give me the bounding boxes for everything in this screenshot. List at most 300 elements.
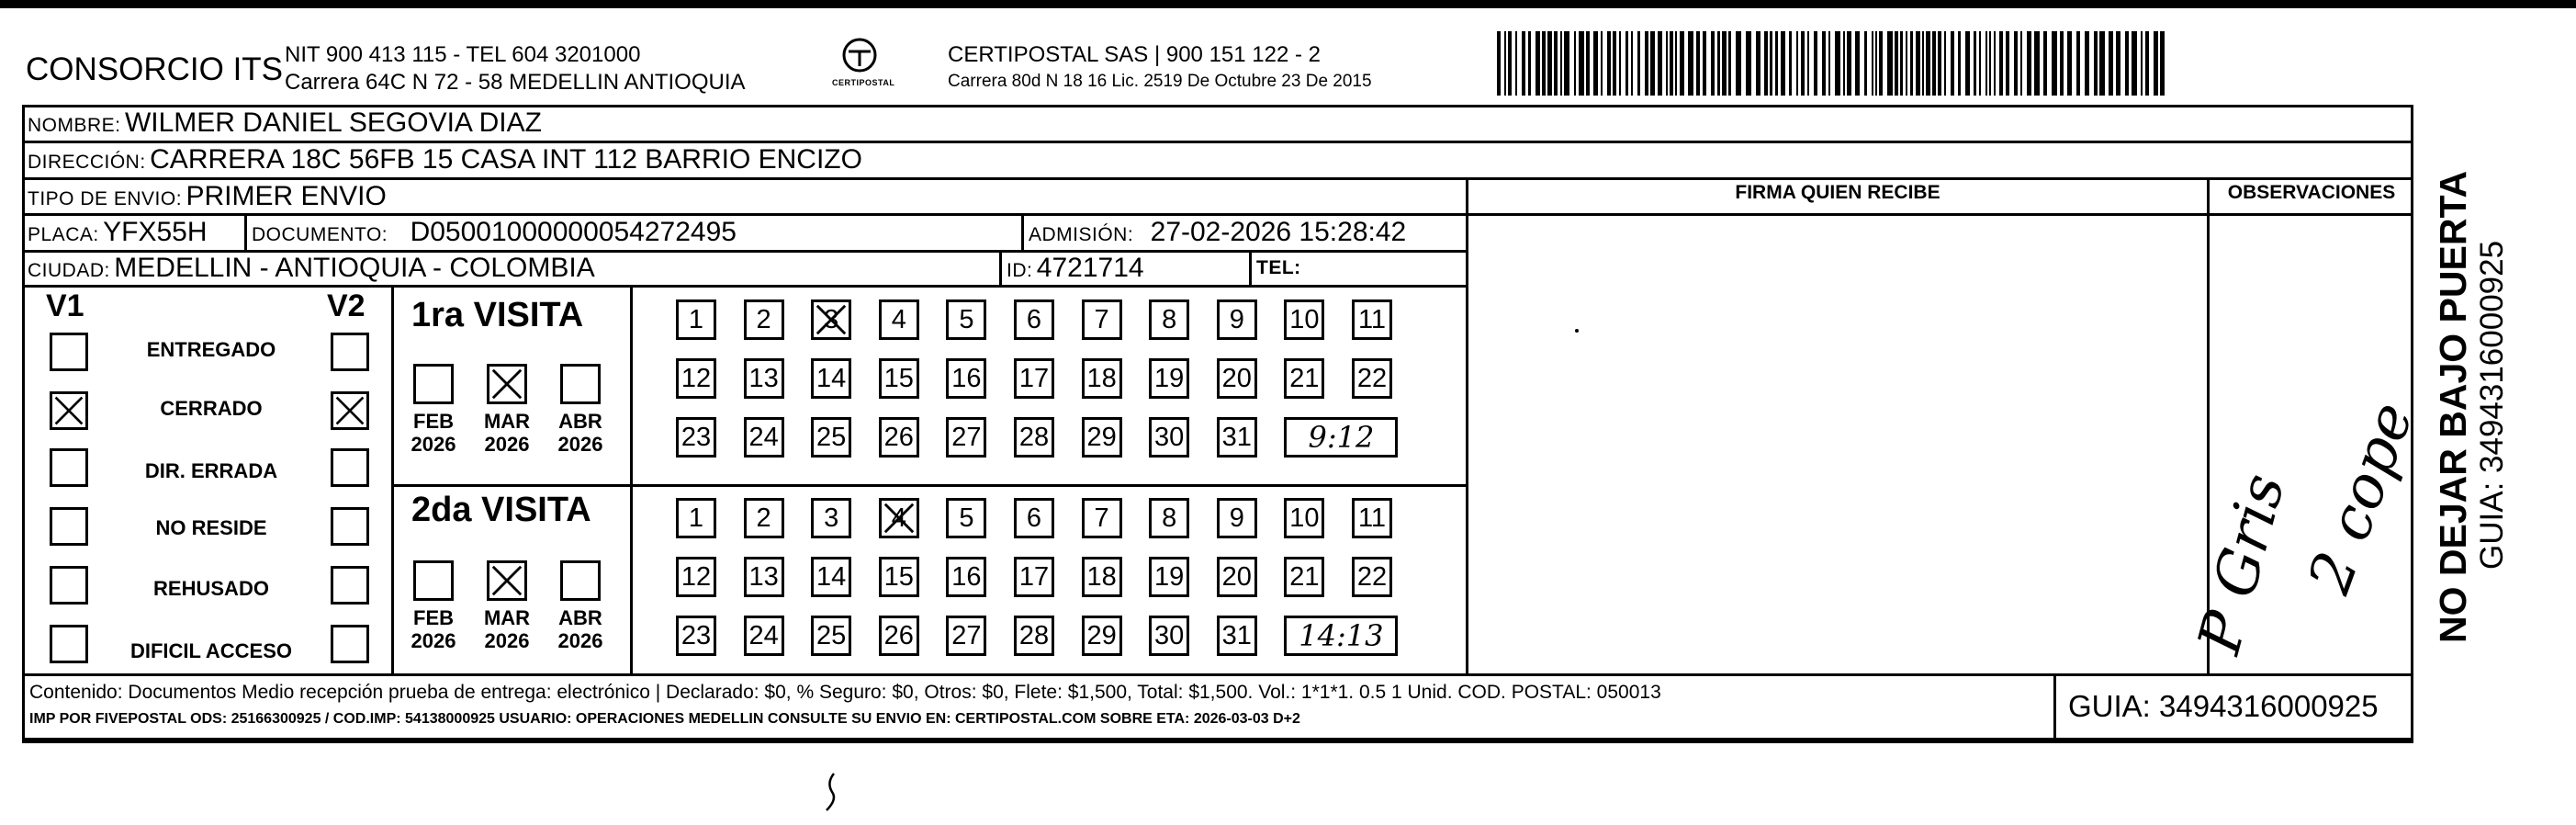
admision-value: 27-02-2026 15:28:42 <box>1150 217 1407 247</box>
month-checkbox[interactable] <box>560 364 601 404</box>
day-number: 24 <box>748 423 779 452</box>
barcode-bar <box>1625 31 1628 96</box>
divider <box>630 285 633 673</box>
day-number: 3 <box>824 503 839 533</box>
barcode-bar <box>1875 31 1877 96</box>
nombre-label: NOMBRE: <box>28 115 121 136</box>
day-box[interactable] <box>1217 557 1257 597</box>
visit-time[interactable]: 14:13 <box>1284 616 1398 656</box>
id-label: ID: <box>1007 260 1033 281</box>
day-number: 12 <box>681 562 712 592</box>
barcode-bar <box>1579 31 1584 96</box>
day-box[interactable] <box>1217 616 1257 656</box>
day-number: 4 <box>891 305 906 334</box>
barcode-bar <box>2067 31 2072 96</box>
barcode-bar <box>1994 31 1996 96</box>
nombre-value: WILMER DANIEL SEGOVIA DIAZ <box>124 107 542 138</box>
barcode-bar <box>1900 31 1903 96</box>
v1-checkbox[interactable] <box>50 448 88 487</box>
day-box[interactable] <box>811 299 851 340</box>
placa-value: YFX55H <box>103 217 208 247</box>
logo-text: CERTIPOSTAL <box>832 78 895 87</box>
day-box[interactable] <box>811 557 851 597</box>
visit-time[interactable]: 9:12 <box>1284 417 1398 458</box>
barcode-bar <box>2085 31 2089 96</box>
barcode-bar <box>1781 31 1785 96</box>
day-number: 11 <box>1357 503 1387 533</box>
divider <box>1466 177 1468 673</box>
day-box[interactable] <box>811 498 851 538</box>
v1-checkbox[interactable] <box>50 333 88 371</box>
day-box[interactable] <box>1082 498 1122 538</box>
direccion-value: CARRERA 18C 56FB 15 CASA INT 112 BARRIO ENCIZO <box>150 144 862 175</box>
barcode-bar <box>1910 31 1913 96</box>
day-number: 12 <box>681 364 712 393</box>
day-number: 24 <box>748 621 779 650</box>
day-number: 27 <box>951 621 982 650</box>
day-number: 26 <box>883 423 914 452</box>
month-name: ABR <box>558 606 602 629</box>
day-box[interactable] <box>811 417 851 458</box>
month-checkbox[interactable] <box>487 560 527 601</box>
barcode-bar <box>1504 31 1506 96</box>
documento-label: DOCUMENTO: <box>252 224 388 245</box>
day-box[interactable] <box>1284 299 1324 340</box>
barcode-bar <box>1547 31 1552 96</box>
month-year: 2026 <box>484 433 530 456</box>
side-guia: GUIA: 3494316000925 <box>2474 240 2510 570</box>
barcode-bar <box>2160 31 2165 96</box>
barcode-bar <box>1770 31 1772 96</box>
day-box[interactable] <box>1149 557 1189 597</box>
barcode-bar <box>1775 31 1778 96</box>
barcode-bar <box>2020 31 2022 96</box>
day-box[interactable] <box>946 616 986 656</box>
day-number: 15 <box>883 562 914 592</box>
day-number: 22 <box>1356 364 1388 393</box>
day-number: 8 <box>1162 305 1177 334</box>
month-label <box>548 410 613 456</box>
day-number: 30 <box>1154 423 1185 452</box>
v1-checkbox[interactable] <box>50 391 88 430</box>
barcode-bar <box>2125 31 2129 96</box>
barcode-bar <box>1607 31 1611 96</box>
barcode-bar <box>1906 31 1907 96</box>
divider <box>1249 250 1252 285</box>
barcode-bar <box>1855 31 1860 96</box>
divider <box>999 250 1002 285</box>
barcode <box>1497 31 2167 96</box>
day-number: 9 <box>1229 503 1244 533</box>
day-number: 18 <box>1086 364 1117 393</box>
day-box[interactable] <box>879 557 919 597</box>
month-name: FEB <box>413 606 454 629</box>
barcode-bar <box>2141 31 2143 96</box>
barcode-bar <box>1807 31 1809 96</box>
day-box[interactable] <box>1352 557 1392 597</box>
v2-checkbox[interactable] <box>331 566 369 605</box>
day-box[interactable] <box>811 616 851 656</box>
barcode-bar <box>1999 31 2003 96</box>
barcode-bar <box>1796 31 1798 96</box>
day-number: 29 <box>1086 423 1117 452</box>
barcode-bar <box>1703 31 1706 96</box>
barcode-bar <box>1974 31 1976 96</box>
day-number: 20 <box>1221 562 1252 592</box>
day-box[interactable] <box>1149 616 1189 656</box>
divider <box>391 484 1466 487</box>
barcode-bar <box>1564 31 1569 96</box>
day-box[interactable] <box>1352 358 1392 399</box>
day-box[interactable] <box>946 299 986 340</box>
id-value: 4721714 <box>1036 253 1144 283</box>
day-box[interactable] <box>811 358 851 399</box>
barcode-bar <box>1593 31 1598 96</box>
barcode-bar <box>2094 31 2098 96</box>
day-cross-mark <box>882 501 917 536</box>
barcode-bar <box>1637 31 1640 96</box>
day-box[interactable] <box>1217 358 1257 399</box>
divider <box>1021 213 1024 250</box>
day-number: 6 <box>1026 503 1042 533</box>
day-number: 10 <box>1289 305 1320 334</box>
barcode-bar <box>1601 31 1603 96</box>
barcode-bar <box>1508 31 1512 96</box>
day-box[interactable] <box>1082 358 1122 399</box>
admision-label: ADMISIÓN: <box>1029 224 1134 245</box>
barcode-bar <box>2145 31 2149 96</box>
day-number: 19 <box>1154 562 1185 592</box>
tel-label: TEL: <box>1256 257 1301 278</box>
day-box[interactable] <box>1352 299 1392 340</box>
status-label: CERRADO <box>160 397 263 420</box>
divider <box>391 285 394 673</box>
divider <box>2053 673 2056 740</box>
barcode-bar <box>1497 31 1501 96</box>
side-warning: NO DEJAR BAJO PUERTA <box>2432 170 2474 643</box>
barcode-bar <box>1922 31 1924 96</box>
month-checkbox[interactable] <box>560 560 601 601</box>
v2-checkbox[interactable] <box>331 507 369 546</box>
barcode-bar <box>1680 31 1684 96</box>
barcode-bar <box>1951 31 1954 96</box>
barcode-bar <box>1619 31 1621 96</box>
barcode-bar <box>1979 31 1981 96</box>
pen-dot <box>1575 329 1579 333</box>
barcode-bar <box>2099 31 2105 96</box>
second-visit-title: 2da VISITA <box>411 491 591 529</box>
barcode-bar <box>1717 31 1720 96</box>
day-number: 6 <box>1026 305 1042 334</box>
contenido-text: Contenido: Documentos Medio recepción prueba de entrega: electrónico | Declarado: $0, % Seguro: $0, Otros: $0, Flete: $1,500, Total: $1,500. Vol.: 1*1*1. 0.5 1 Unid. COD. POSTAL: 050013 <box>29 682 1661 703</box>
nombre-row <box>28 105 542 141</box>
month-name: MAR <box>483 410 531 433</box>
day-number: 23 <box>681 423 712 452</box>
barcode-bar <box>1965 31 1970 96</box>
barcode-bar <box>1985 31 1987 96</box>
barcode-bar <box>1688 31 1693 96</box>
company-address: Carrera 64C N 72 - 58 MEDELLIN ANTIOQUIA <box>285 70 746 95</box>
day-number: 5 <box>959 503 974 533</box>
day-box[interactable] <box>1014 299 1054 340</box>
day-box[interactable] <box>676 299 716 340</box>
ciudad-label: CIUDAD: <box>28 260 110 281</box>
day-box[interactable] <box>1284 498 1324 538</box>
day-number: 28 <box>1018 621 1050 650</box>
day-box[interactable] <box>1149 417 1189 458</box>
barcode-bar <box>2154 31 2158 96</box>
barcode-bar <box>1645 31 1648 96</box>
id-row <box>1007 251 1144 286</box>
v1-header: V1 <box>46 288 84 323</box>
barcode-bar <box>1515 31 1517 96</box>
day-number: 17 <box>1018 562 1050 592</box>
barcode-bar <box>1736 31 1741 96</box>
day-number: 26 <box>883 621 914 650</box>
v2-checkbox[interactable] <box>331 333 369 371</box>
day-number: 31 <box>1221 621 1252 650</box>
day-box[interactable] <box>744 299 784 340</box>
barcode-bar <box>1650 31 1655 96</box>
day-number: 7 <box>1094 503 1109 533</box>
month-label <box>401 410 466 456</box>
day-box[interactable] <box>1284 358 1324 399</box>
barcode-bar <box>2060 31 2064 96</box>
barcode-bar <box>2027 31 2031 96</box>
day-number: 23 <box>681 621 712 650</box>
direccion-row <box>28 141 862 178</box>
month-year: 2026 <box>484 629 530 652</box>
day-box[interactable] <box>946 557 986 597</box>
day-number: 2 <box>756 503 771 533</box>
v2-checkbox[interactable] <box>331 448 369 487</box>
day-box[interactable] <box>676 417 716 458</box>
day-number: 10 <box>1289 503 1320 533</box>
day-number: 11 <box>1357 305 1387 334</box>
day-number: 29 <box>1086 621 1117 650</box>
barcode-bar <box>1728 31 1731 96</box>
day-box[interactable] <box>1014 498 1054 538</box>
month-checkbox[interactable] <box>413 560 454 601</box>
day-box[interactable] <box>1082 417 1122 458</box>
day-box[interactable] <box>1014 417 1054 458</box>
barcode-bar <box>1814 31 1817 96</box>
day-number: 21 <box>1289 562 1320 592</box>
barcode-bar <box>1895 31 1898 96</box>
day-box[interactable] <box>744 616 784 656</box>
month-year: 2026 <box>411 629 456 652</box>
tipo-label: TIPO DE ENVIO: <box>28 188 183 209</box>
footer-guia: GUIA: 3494316000925 <box>2068 689 2379 723</box>
day-box[interactable] <box>946 417 986 458</box>
barcode-bar <box>1542 31 1546 96</box>
v2-checkbox[interactable] <box>331 625 369 663</box>
status-label: ENTREGADO <box>146 338 276 361</box>
status-label: DIR. ERRADA <box>144 459 278 482</box>
barcode-bar <box>1932 31 1936 96</box>
barcode-bar <box>2116 31 2120 96</box>
day-box[interactable] <box>676 616 716 656</box>
day-box[interactable] <box>1082 299 1122 340</box>
company-nit: NIT 900 413 115 - TEL 604 3201000 <box>285 42 641 67</box>
barcode-bar <box>1528 31 1531 96</box>
status-label: DIFICIL ACCESO <box>129 639 292 662</box>
day-box[interactable] <box>879 299 919 340</box>
firma-header: FIRMA QUIEN RECIBE <box>1735 182 1940 203</box>
barcode-bar <box>1822 31 1826 96</box>
barcode-bar <box>1666 31 1668 96</box>
day-number: 22 <box>1356 562 1388 592</box>
day-box[interactable] <box>744 498 784 538</box>
barcode-bar <box>1887 31 1893 96</box>
v2-checkbox[interactable] <box>331 391 369 430</box>
month-checkbox[interactable] <box>487 364 527 404</box>
status-label: REHUSADO <box>153 577 269 600</box>
day-box[interactable] <box>879 498 919 538</box>
day-box[interactable] <box>1217 498 1257 538</box>
observaciones-header: OBSERVACIONES <box>2227 182 2396 203</box>
month-name: ABR <box>558 410 602 433</box>
barcode-bar <box>1613 31 1616 96</box>
top-border <box>0 0 2576 8</box>
placa-label: PLACA: <box>28 224 99 245</box>
barcode-bar <box>1916 31 1920 96</box>
day-box[interactable] <box>1082 557 1122 597</box>
day-number: 18 <box>1086 562 1117 592</box>
barcode-bar <box>1847 31 1851 96</box>
month-label <box>548 606 613 652</box>
month-label <box>401 606 466 652</box>
barcode-bar <box>1879 31 1883 96</box>
day-number: 16 <box>951 364 982 393</box>
day-number: 3 <box>824 305 839 334</box>
day-box[interactable] <box>1082 616 1122 656</box>
day-box[interactable] <box>1149 498 1189 538</box>
day-number: 27 <box>951 423 982 452</box>
day-number: 31 <box>1221 423 1252 452</box>
day-box[interactable] <box>1217 417 1257 458</box>
day-number: 20 <box>1221 364 1252 393</box>
v1-checkbox[interactable] <box>50 625 88 663</box>
day-box[interactable] <box>676 358 716 399</box>
day-box[interactable] <box>1014 358 1054 399</box>
v2-header: V2 <box>327 288 366 323</box>
v1-checkbox[interactable] <box>50 566 88 605</box>
barcode-bar <box>1746 31 1751 96</box>
day-box[interactable] <box>946 498 986 538</box>
day-number: 4 <box>891 503 906 533</box>
day-number: 2 <box>756 305 771 334</box>
month-year: 2026 <box>557 433 603 456</box>
handwritten-observation-2: 2 cope <box>2296 393 2427 603</box>
barcode-bar <box>1958 31 1961 96</box>
barcode-bar <box>1675 31 1677 96</box>
day-cross-mark <box>814 302 849 337</box>
barcode-bar <box>1764 31 1768 96</box>
barcode-bar <box>1944 31 1946 96</box>
v1-checkbox[interactable] <box>50 507 88 546</box>
barcode-bar <box>1522 31 1525 96</box>
day-box[interactable] <box>676 557 716 597</box>
barcode-bar <box>1801 31 1805 96</box>
day-box[interactable] <box>744 557 784 597</box>
certipostal-logo <box>832 37 895 101</box>
day-box[interactable] <box>946 358 986 399</box>
first-visit-title: 1ra VISITA <box>411 296 584 334</box>
barcode-bar <box>1658 31 1662 96</box>
day-number: 1 <box>688 503 704 533</box>
day-box[interactable] <box>1149 299 1189 340</box>
documento-value: D05001000000054272495 <box>410 217 737 247</box>
day-box[interactable] <box>1014 616 1054 656</box>
barcode-bar <box>1789 31 1792 96</box>
barcode-bar <box>1711 31 1715 96</box>
barcode-bar <box>2043 31 2047 96</box>
ciudad-value: MEDELLIN - ANTIOQUIA - COLOMBIA <box>114 253 595 283</box>
barcode-bar <box>1554 31 1558 96</box>
day-number: 5 <box>959 305 974 334</box>
day-box[interactable] <box>1352 498 1392 538</box>
barcode-bar <box>1843 31 1845 96</box>
barcode-bar <box>1722 31 1727 96</box>
day-box[interactable] <box>744 417 784 458</box>
barcode-bar <box>2109 31 2113 96</box>
tipo-row <box>28 178 387 215</box>
barcode-bar <box>2132 31 2137 96</box>
day-box[interactable] <box>1014 557 1054 597</box>
day-box[interactable] <box>676 498 716 538</box>
barcode-bar <box>2014 31 2018 96</box>
day-number: 30 <box>1154 621 1185 650</box>
company-name: CONSORCIO ITS <box>26 51 284 87</box>
day-box[interactable] <box>879 417 919 458</box>
barcode-bar <box>2076 31 2080 96</box>
barcode-bar <box>1631 31 1633 96</box>
day-box[interactable] <box>744 358 784 399</box>
day-box[interactable] <box>1217 299 1257 340</box>
day-box[interactable] <box>1284 557 1324 597</box>
day-number: 9 <box>1229 305 1244 334</box>
day-box[interactable] <box>1149 358 1189 399</box>
tipo-value: PRIMER ENVIO <box>186 181 387 211</box>
carrier-address: Carrera 80d N 18 16 Lic. 2519 De Octubre 23 De 2015 <box>948 72 1372 91</box>
barcode-bar <box>1560 31 1562 96</box>
day-number: 15 <box>883 364 914 393</box>
barcode-bar <box>1872 31 1873 96</box>
day-number: 25 <box>816 423 847 452</box>
barcode-bar <box>1835 31 1840 96</box>
direccion-label: DIRECCIÓN: <box>28 152 146 173</box>
barcode-bar <box>1574 31 1576 96</box>
handwritten-observation-1: P Gris <box>2186 467 2299 661</box>
barcode-bar <box>1938 31 1941 96</box>
day-box[interactable] <box>879 358 919 399</box>
barcode-bar <box>1756 31 1760 96</box>
day-number: 13 <box>748 364 779 393</box>
barcode-bar <box>2006 31 2009 96</box>
day-number: 7 <box>1094 305 1109 334</box>
placa-row <box>28 214 208 251</box>
barcode-bar <box>1670 31 1673 96</box>
day-number: 14 <box>816 364 847 393</box>
barcode-bar <box>1926 31 1930 96</box>
day-box[interactable] <box>879 616 919 656</box>
day-number: 14 <box>816 562 847 592</box>
documento-row <box>252 214 737 251</box>
month-checkbox[interactable] <box>413 364 454 404</box>
month-label <box>475 410 539 456</box>
barcode-bar <box>1828 31 1830 96</box>
